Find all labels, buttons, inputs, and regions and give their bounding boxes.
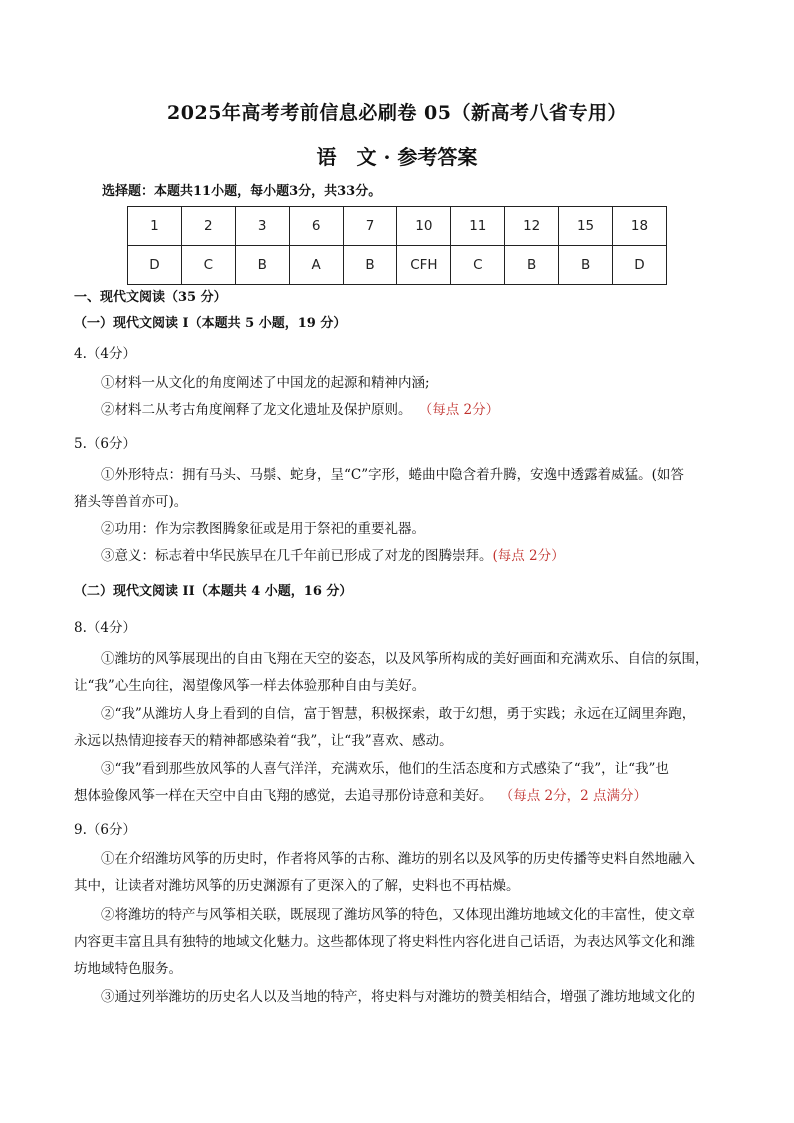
question-5-point-1-cont: 猪头等兽首亦可)。 <box>74 494 188 510</box>
part-heading-reading-1: （一）现代文阅读 I（本题共 5 小题，19 分） <box>74 316 347 331</box>
answer-table <box>127 206 667 285</box>
question-4-label: 4.（4分） <box>74 346 136 362</box>
question-8-point-3: ③“我”看到那些放风筝的人喜气洋洋，充满欢乐，他们的生活态度和方式感染了“我”，让“我”也 <box>101 761 669 777</box>
question-5-point-2: ②功用：作为宗教图腾象征或是用于祭祀的重要礼器。 <box>101 521 425 537</box>
answer-table-answer-row <box>128 246 667 285</box>
question-8-point-2-cont: 永远以热情迎接春天的精神都感染着“我”，让“我”喜欢、感动。 <box>74 733 453 749</box>
question-number-cell: 12 <box>505 207 559 246</box>
question-number-cell: 10 <box>397 207 451 246</box>
question-8-point-3-cont <box>74 783 647 810</box>
question-9-point-2-cont: 内容更丰富且具有独特的地域文化魅力。这些都体现了将史料性内容化进自己话语，为表达风筝文化和潍 <box>74 934 695 950</box>
question-5-point-3 <box>101 543 565 570</box>
question-5-point-1: ①外形特点：拥有马头、马鬃、蛇身，呈“C”字形，蜷曲中隐含着升腾，安逸中透露着威猛。(如答 <box>101 467 684 483</box>
question-5-point-3-text: ③意义：标志着中华民族早在几千年前已形成了对龙的图腾崇拜。 <box>101 548 493 564</box>
question-8-point-3-cont-text: 想体验像风筝一样在天空中自由飞翔的感觉，去追寻那份诗意和美好。 <box>74 788 493 804</box>
score-note: (每点 2分） <box>492 548 565 564</box>
question-9-point-1: ①在介绍潍坊风筝的历史时，作者将风筝的古称、潍坊的别名以及风筝的历史传播等史料自然地融入 <box>101 851 695 867</box>
question-4-point-2 <box>101 397 499 424</box>
question-4-point-2-text: ②材料二从考古角度阐释了龙文化遗址及保护原则。 <box>101 402 412 418</box>
question-9-point-2-cont-2: 坊地域特色服务。 <box>74 961 182 977</box>
question-9-point-2: ②将潍坊的特产与风筝相关联，既展现了潍坊风筝的特色，又体现出潍坊地域文化的丰富性，使文章 <box>101 907 695 923</box>
question-number-cell: 3 <box>235 207 289 246</box>
page-title: 2025年高考考前信息必刷卷 05（新高考八省专用） <box>167 102 627 124</box>
answer-cell: A <box>289 246 343 285</box>
question-number-cell: 6 <box>289 207 343 246</box>
answer-cell: CFH <box>397 246 451 285</box>
answer-cell: C <box>451 246 505 285</box>
question-4-point-1: ①材料一从文化的角度阐述了中国龙的起源和精神内涵; <box>101 375 430 391</box>
question-5-label: 5.（6分） <box>74 436 136 452</box>
choice-intro: 选择题：本题共11小题，每小题3分，共33分。 <box>102 184 382 199</box>
question-9-label: 9.（6分） <box>74 822 136 838</box>
score-note: （每点 2分，2 点满分） <box>506 788 648 804</box>
answer-cell: D <box>613 246 667 285</box>
question-number-cell: 2 <box>181 207 235 246</box>
question-number-cell: 18 <box>613 207 667 246</box>
question-number-cell: 1 <box>128 207 182 246</box>
score-note: （每点 2分） <box>425 402 500 418</box>
question-8-label: 8.（4分） <box>74 620 136 636</box>
answer-cell: B <box>343 246 397 285</box>
question-number-cell: 7 <box>343 207 397 246</box>
section-heading-modern-reading: 一、现代文阅读（35 分） <box>74 290 227 305</box>
part-heading-reading-2: （二）现代文阅读 II（本题共 4 小题，16 分） <box>74 584 353 599</box>
answer-cell: D <box>128 246 182 285</box>
question-8-point-1: ①潍坊的风筝展现出的自由飞翔在天空的姿态，以及风筝所构成的美好画面和充满欢乐、自信的氛围， <box>101 651 709 667</box>
question-8-point-1-cont: 让“我”心生向往，渴望像风筝一样去体验那种自由与美好。 <box>74 678 426 694</box>
question-8-point-2: ②“我”从潍坊人身上看到的自信，富于智慧，积极探索，敢于幻想，勇于实践；永远在辽阔里奔跑， <box>101 706 696 722</box>
question-9-point-1-cont: 其中，让读者对潍坊风筝的历史渊源有了更深入的了解，史料也不再枯燥。 <box>74 878 520 894</box>
page-subtitle: 语 文 · 参考答案 <box>316 145 478 169</box>
answer-cell: B <box>505 246 559 285</box>
answer-table-number-row <box>128 207 667 246</box>
question-9-point-3: ③通过列举潍坊的历史名人以及当地的特产，将史料与对潍坊的赞美相结合，增强了潍坊地域文化的 <box>101 989 695 1005</box>
answer-cell: C <box>181 246 235 285</box>
answer-cell: B <box>559 246 613 285</box>
answer-cell: B <box>235 246 289 285</box>
question-number-cell: 11 <box>451 207 505 246</box>
question-number-cell: 15 <box>559 207 613 246</box>
